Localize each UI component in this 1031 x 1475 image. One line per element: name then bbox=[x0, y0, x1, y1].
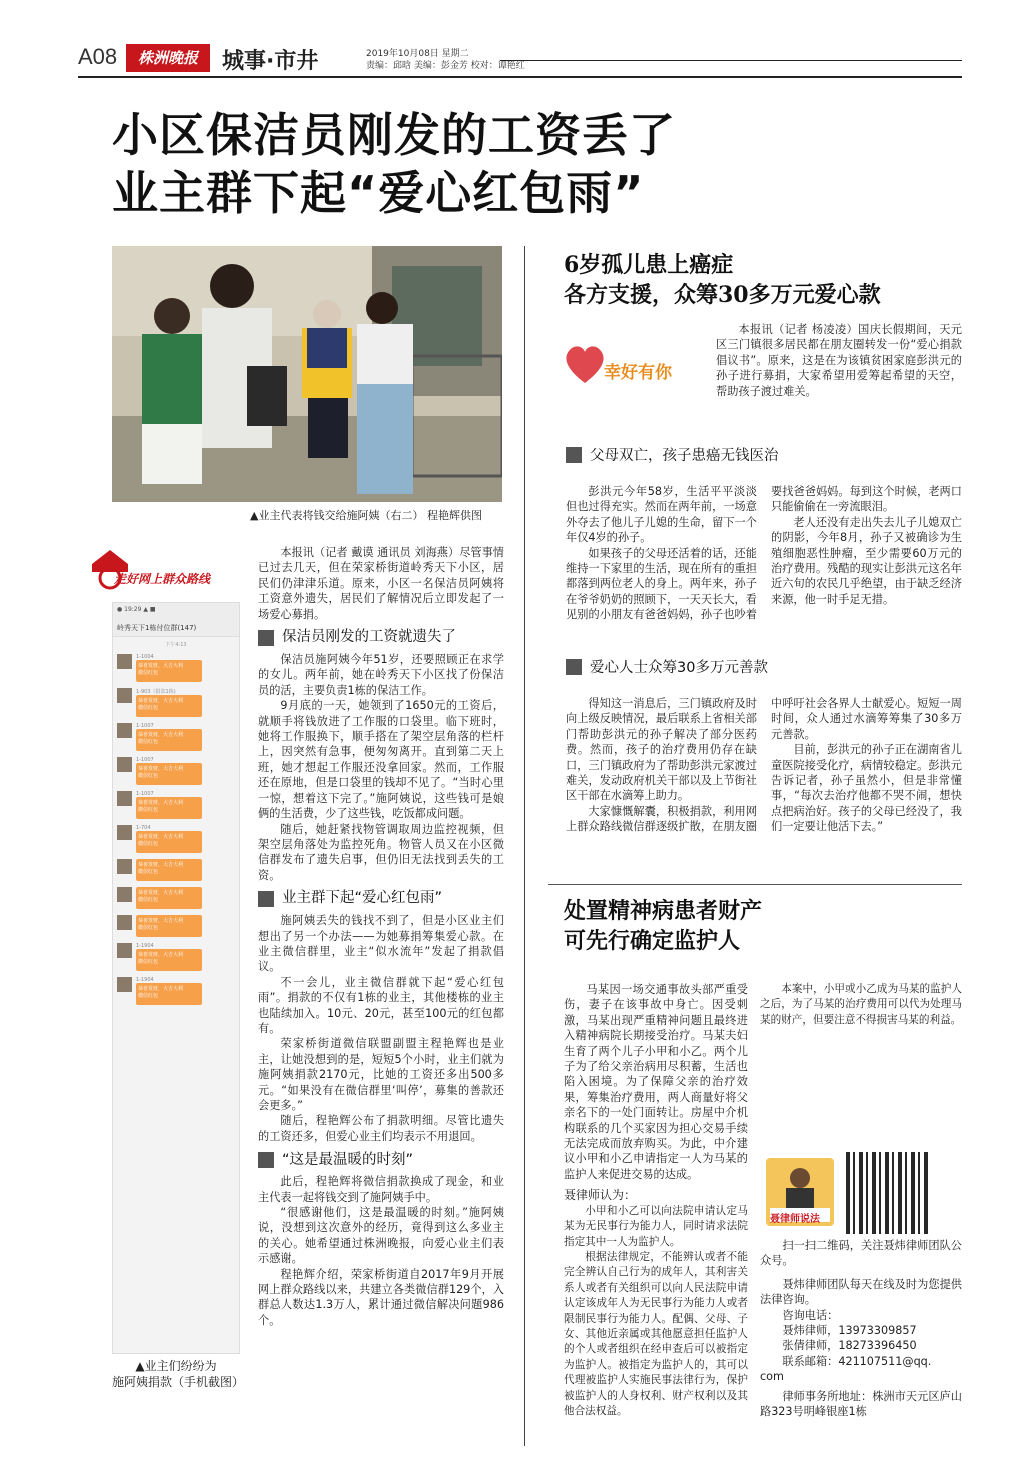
subhead-3-text: “这是最温暖的时刻” bbox=[282, 1151, 414, 1168]
red-packet-label: 恭喜发财，大吉大利 bbox=[138, 800, 184, 806]
paragraph: 随后，程艳辉公布了捐款明细。尽管比遗失的工资还多，但爱心业主们均表示不用退回。 bbox=[258, 1114, 504, 1143]
sender-name: 1-1004 bbox=[136, 654, 154, 660]
red-packet-label: 恭喜发财，大吉大利 bbox=[138, 890, 184, 896]
section-divider bbox=[548, 884, 962, 885]
story2-subhead-2-text: 爱心人士众筹30多万元善款 bbox=[590, 660, 768, 676]
paragraph: 大家慷慨解囊，积极捐款，利用网上群众路线微信群逐级扩散，在朋友圈中呼吁社会各界人士献爱心。短短一周时间，众人通过水滴筹筹集了30多万元善款。 bbox=[566, 697, 962, 834]
story3-title bbox=[564, 896, 762, 956]
phone-status-bar: ● 19:29 ▲ ■ bbox=[113, 603, 239, 621]
chat-message bbox=[117, 977, 235, 1005]
paragraph: 随后，她赶紧找物管调取周边监控视频，但架空层角落处为监控死角。物管人员又在小区微信群发布了遗失启事，但仍旧无法找到丢失的工资。 bbox=[258, 822, 504, 882]
subhead-3 bbox=[258, 1152, 504, 1168]
avatar bbox=[117, 977, 132, 992]
story2-logo bbox=[560, 338, 710, 394]
red-packet-label: 恭喜发财，大吉大利 bbox=[138, 986, 184, 992]
lawyer-opinion: 本案中，小甲或小乙成为马某的监护人之后，为了马某的治疗费用可以代为处理马某的财产，但要注意不得损害马某的利益。 bbox=[760, 983, 962, 1026]
red-packet-label: 恭喜发财，大吉大利 bbox=[138, 834, 184, 840]
paragraph: 马某因一场交通事故头部严重受伤，妻子在该事故中身亡。因受刺激，马某出现严重精神问题且最终进入精神病院长期接受治疗。马某夫妇生育了两个儿子小甲和小乙。两个儿子为了给父亲治病用尽积蓄，生活也陷入困境。为了保障父亲的治疗效果，筹集治疗费用，两人商量好将父亲名下的一处门面转让。房屋中介机构联系的几个买家因为担心交易手续无法完成而放弃购买。为此，中介建议小甲和小乙申请指定一人为马某的监护人来促进交易的达成。 bbox=[564, 983, 748, 1181]
red-packet-sub: 微信红包 bbox=[138, 841, 159, 847]
story2-title-line-2: 各方支援，众筹30多万元爱心款 bbox=[564, 282, 881, 308]
heart-icon bbox=[560, 338, 610, 388]
subhead-1-text: 保洁员刚发的工资就遗失了 bbox=[282, 629, 456, 646]
red-packet-sub: 微信红包 bbox=[138, 807, 159, 813]
chat-message bbox=[117, 915, 235, 937]
lawyer-opinion: 根据法律规定，不能辨认或者不能完全辨认自己行为的成年人，其利害关系人或者有关组织可以向人民法院申请认定该成年人为无民事行为能力人或者限制民事行为能力人。配偶、父母、子女、其他近亲属或其他愿意担任监护人的个人或者组织在经申查后可以被指定为监护人。被指定为监护人的，其可以代理被监护人实施民事法律行为，保护被监护人的人身权利、财产权利以及其他合法权益。 bbox=[564, 1250, 748, 1417]
qr-code[interactable] bbox=[846, 1152, 928, 1234]
red-packet[interactable] bbox=[136, 949, 202, 971]
chat-message bbox=[117, 887, 235, 909]
lawyer-logo bbox=[766, 1158, 834, 1226]
red-packet-sub: 微信红包 bbox=[138, 773, 159, 779]
red-packet[interactable] bbox=[136, 831, 202, 853]
story2-body-2 bbox=[566, 696, 962, 868]
story-lead: 本报讯（记者 戴谟 通讯员 刘海燕）尽管事情已过去几天，但在荣家桥街道岭秀天下小区，居民们仍津津乐道。原来，小区一名保洁员阿姨将工资意外遗失，居民们了解情况后立即发起了一场爱心募捐。 bbox=[258, 546, 504, 621]
story2-body-1 bbox=[566, 484, 962, 644]
screenshot-caption bbox=[112, 1358, 245, 1390]
sender-name: 1-1007 bbox=[136, 757, 154, 763]
red-packet-label: 恭喜发财，大吉大利 bbox=[138, 663, 184, 669]
avatar bbox=[117, 887, 132, 902]
phone-2: 张倩律师，18273396450 bbox=[782, 1339, 917, 1353]
paragraph: 施阿姨丢失的钱找不到了，但是小区业主们想出了另一个办法——为她募捐筹集爱心款。在业主微信群里，业主“似水流年”发起了捐款倡议。 bbox=[258, 914, 504, 974]
story2-subhead-2 bbox=[566, 656, 768, 677]
editors-line: 责编：邱晗 美编：彭金芳 校对：谭艳红 bbox=[366, 61, 525, 71]
red-packet[interactable] bbox=[136, 797, 202, 819]
paragraph: 荣家桥街道微信联盟副盟主程艳辉也是业主，让她没想到的是，短短5个小时，业主们就为施阿姨捐款2170元，比她的工资还多出500多元。“如果没有在微信群里‘叫停’，募集的善款还会更多。” bbox=[258, 1037, 504, 1112]
paragraph: 目前，彭洪元的孙子正在湖南省儿童医院接受化疗，病情较稳定。彭洪元告诉记者，孙子虽然小，但是非常懂事，“每次去治疗他都不哭不闹，想快点把病治好。孩子的父母已经没了，我们一定要让他活下去。” bbox=[771, 743, 962, 834]
sender-name: 1-1007 bbox=[136, 723, 154, 729]
header-rule-top bbox=[500, 60, 962, 61]
story3-title-line-1: 处置精神病患者财产 bbox=[564, 898, 763, 924]
consult-label: 咨询电话： bbox=[782, 1308, 839, 1322]
sender-name: 1-704 bbox=[136, 825, 151, 831]
paragraph: 保洁员施阿姨今年51岁，还要照顾正在求学的女儿。两年前，她在岭秀天下小区找了份保洁员的活，主要负责1栋的保洁工作。 bbox=[258, 653, 504, 697]
paragraph: 彭洪元今年58岁，生活平平淡淡但也过得充实。然而在两年前，一场意外夺去了他儿子儿媳的生命，留下一个年仅4岁的孙子。 bbox=[566, 485, 757, 545]
sender-name: 1-1904 bbox=[136, 943, 154, 949]
red-packet-sub: 微信红包 bbox=[138, 705, 159, 711]
avatar bbox=[117, 859, 132, 874]
red-packet[interactable] bbox=[136, 915, 202, 937]
main-story-body bbox=[258, 545, 504, 1328]
story2-logo-text: 幸好有你 bbox=[604, 363, 672, 383]
story2-subhead-1 bbox=[566, 444, 779, 465]
paragraph: 程艳辉介绍，荣家桥街道自2017年9月开展网上群众路线以来，共建立各类微信群129个，入群总人数达1.3万人，累计通过微信解决问题986个。 bbox=[258, 1267, 504, 1327]
red-packet-label: 恭喜发财，大吉大利 bbox=[138, 698, 184, 704]
paragraph: “很感谢他们，这是最温暖的时刻。”施阿姨说，没想到这次意外的经历，竟得到这么多业主的关心。她希望通过株洲晚报，向爱心业主们表示感谢。 bbox=[258, 1206, 504, 1266]
section-title: 城事·市井 bbox=[222, 49, 319, 74]
lawyer-opinion: 小甲和小乙可以向法院申请认定马某为无民事行为能力人，同时请求法院指定其中一人为监护人。 bbox=[564, 1204, 748, 1248]
email: 联系邮箱：421107511@qq. bbox=[782, 1354, 932, 1368]
column-logo bbox=[90, 548, 220, 592]
story2-title-line-1: 6岁孤儿患上癌症 bbox=[564, 252, 734, 278]
subhead-2 bbox=[258, 891, 504, 907]
sender-name: 1-1904 bbox=[136, 977, 154, 983]
red-packet-label: 恭喜发财，大吉大利 bbox=[138, 918, 184, 924]
screenshot-caption-line-1: ▲业主们纷纷为 bbox=[135, 1359, 217, 1373]
date-line: 2019年10月08日 星期二 bbox=[366, 49, 469, 59]
page-number: A08 bbox=[78, 44, 118, 69]
red-packet[interactable] bbox=[136, 763, 202, 785]
paragraph: 得知这一消息后，三门镇政府及时向上级反映情况，最后联系上省相关部门帮助彭洪元的孙子解决了部分医药费。然而，孩子的治疗费用仍存在缺口，三门镇政府为了帮助彭洪元家渡过难关，发动政府机关干部以及上节街社区干部在水滴筹上助力。 bbox=[566, 697, 757, 803]
story3-body bbox=[564, 982, 748, 1419]
lawyer-logo-text: 聂律师说法 bbox=[770, 1214, 820, 1225]
online-text: 聂炜律师团队每天在线及时为您提供法律咨询。 bbox=[760, 1277, 962, 1307]
red-packet-sub: 微信红包 bbox=[138, 897, 159, 903]
avatar bbox=[117, 688, 132, 703]
paragraph: 如果孩子的父母还活着的话，还能维持一下家里的生活，现在所有的重担都落到两位老人的身上。两年来，孙子在爷爷奶奶的照顾下，一天天长大，看见别的小朋友有爸爸妈妈，孙子也吵着要找爸爸妈妈。每到这个时候，老两口只能偷偷在一旁流眼泪。 bbox=[566, 485, 962, 622]
column-divider bbox=[524, 246, 525, 1446]
chat-message bbox=[117, 688, 235, 717]
red-packet-label: 恭喜发财，大吉大利 bbox=[138, 766, 184, 772]
chat-time: 下午4:13 bbox=[165, 642, 187, 648]
paragraph: 9月底的一天，她领到了1650元的工资后，就顺手将钱放进了工作服的口袋里。临下班时，她将工作服换下，顺手搭在了架空层角落的栏杆上，因突然有急事，便匆匆离开。直到第二天上班，她才想起工作服还没拿回家。然而，工作服还在原地，但是口袋里的钱却不见了。“当时心里一惊，想着这下完了。”施阿姨说，这些钱可是娘俩的生活费，少了这些钱，吃饭都成问题。 bbox=[258, 699, 504, 821]
red-packet-sub: 微信红包 bbox=[138, 993, 159, 999]
avatar bbox=[117, 915, 132, 930]
qr-text: 扫一扫二维码，关注聂炜律师团队公众号。 bbox=[760, 1239, 962, 1268]
chat-title: 岭秀天下1栋付位群(147) bbox=[113, 621, 239, 637]
story2-title bbox=[564, 250, 881, 310]
avatar bbox=[117, 757, 132, 772]
avatar bbox=[117, 654, 132, 669]
red-packet[interactable] bbox=[136, 983, 202, 1005]
red-packet[interactable] bbox=[136, 859, 202, 881]
lawyer-contact bbox=[760, 1238, 962, 1419]
phone-screenshot bbox=[112, 602, 240, 1354]
avatar bbox=[117, 943, 132, 958]
email-cont: com bbox=[760, 1370, 784, 1384]
headline-line-2: 业主群下起“爱心红包雨” bbox=[112, 166, 645, 220]
screenshot-caption-line-2: 施阿姨捐款（手机截图） bbox=[112, 1375, 245, 1389]
red-packet[interactable] bbox=[136, 887, 202, 909]
red-packet[interactable] bbox=[136, 729, 202, 751]
address: 律师事务所地址：株洲市天元区庐山路323号明峰银座1栋 bbox=[760, 1389, 962, 1419]
avatar bbox=[117, 791, 132, 806]
main-headline bbox=[112, 106, 676, 222]
red-packet[interactable] bbox=[136, 660, 202, 682]
paragraph: 此后，程艳辉将微信捐款换成了现金，和业主代表一起将钱交到了施阿姨手中。 bbox=[258, 1175, 504, 1204]
story3-body-right bbox=[760, 982, 962, 1028]
red-packet-sub: 微信红包 bbox=[138, 959, 159, 965]
column-logo-text: 走好网上群众路线 bbox=[114, 572, 211, 586]
paragraph: 不一会儿，业主微信群就下起“爱心红包雨”。捐款的不仅有1栋的业主，其他楼栋的业主也陆续加入。10元、20元，甚至100元的红包都有。 bbox=[258, 975, 504, 1035]
red-packet-sub: 微信红包 bbox=[138, 670, 159, 676]
chat-message bbox=[117, 757, 235, 785]
red-packet-label: 恭喜发财，大吉大利 bbox=[138, 732, 184, 738]
story2-subhead-1-text: 父母双亡，孩子患癌无钱医治 bbox=[590, 448, 779, 464]
chat-message-list bbox=[113, 654, 239, 1005]
photo-caption: ▲业主代表将钱交给施阿姨（右二） 程艳辉供图 bbox=[250, 509, 482, 522]
story2-lead bbox=[716, 322, 962, 399]
chat-message bbox=[117, 859, 235, 881]
headline-line-1: 小区保洁员刚发的工资丢了 bbox=[112, 108, 676, 162]
red-packet[interactable] bbox=[136, 695, 202, 717]
avatar bbox=[117, 723, 132, 738]
subhead-1 bbox=[258, 630, 504, 646]
phone-1: 聂炜律师，13973309857 bbox=[782, 1324, 917, 1338]
red-packet-sub: 微信红包 bbox=[138, 925, 159, 931]
red-packet-label: 恭喜发财，大吉大利 bbox=[138, 952, 184, 958]
story3-title-line-2: 可先行确定监护人 bbox=[564, 928, 741, 954]
sender-name: 1-903（捐款1栋) bbox=[136, 689, 176, 695]
avatar bbox=[117, 825, 132, 840]
subhead-2-text: 业主群下起“爱心红包雨” bbox=[282, 890, 443, 907]
paragraph: 老人还没有走出失去儿子儿媳双亡的阴影，今年8月，孙子又被确诊为生殖细胞恶性肿瘤，至少需要60万元的治疗费用。残酷的现实让彭洪元这名年近六旬的农民几乎绝望，由于缺乏经济来源，他一时手足无措。 bbox=[771, 515, 962, 606]
lawyer-opinion-label: 聂律师认为： bbox=[564, 1188, 637, 1203]
chat-message bbox=[117, 723, 235, 751]
news-photo bbox=[112, 246, 502, 502]
photo-illustration bbox=[112, 246, 502, 502]
header-rule bbox=[78, 76, 962, 78]
chat-message bbox=[117, 825, 235, 853]
red-packet-sub: 微信红包 bbox=[138, 869, 159, 875]
chat-message bbox=[117, 943, 235, 971]
story2-lead-text: 本报讯（记者 杨凌凌）国庆长假期间，天元区三门镇很多居民都在朋友圈转发一份“爱心捐款倡议书”。原来，这是在为该镇贫困家庭彭洪元的孙子进行募捐，大家希望用爱筹起希望的天空，帮助孩子渡过难关。 bbox=[716, 323, 962, 398]
red-packet-sub: 微信红包 bbox=[138, 739, 159, 745]
chat-message bbox=[117, 654, 235, 682]
red-packet-label: 恭喜发财，大吉大利 bbox=[138, 862, 184, 868]
chat-message bbox=[117, 791, 235, 819]
sender-name: 1-1007 bbox=[136, 791, 154, 797]
newspaper-logo: 株洲晚报 bbox=[126, 44, 210, 72]
